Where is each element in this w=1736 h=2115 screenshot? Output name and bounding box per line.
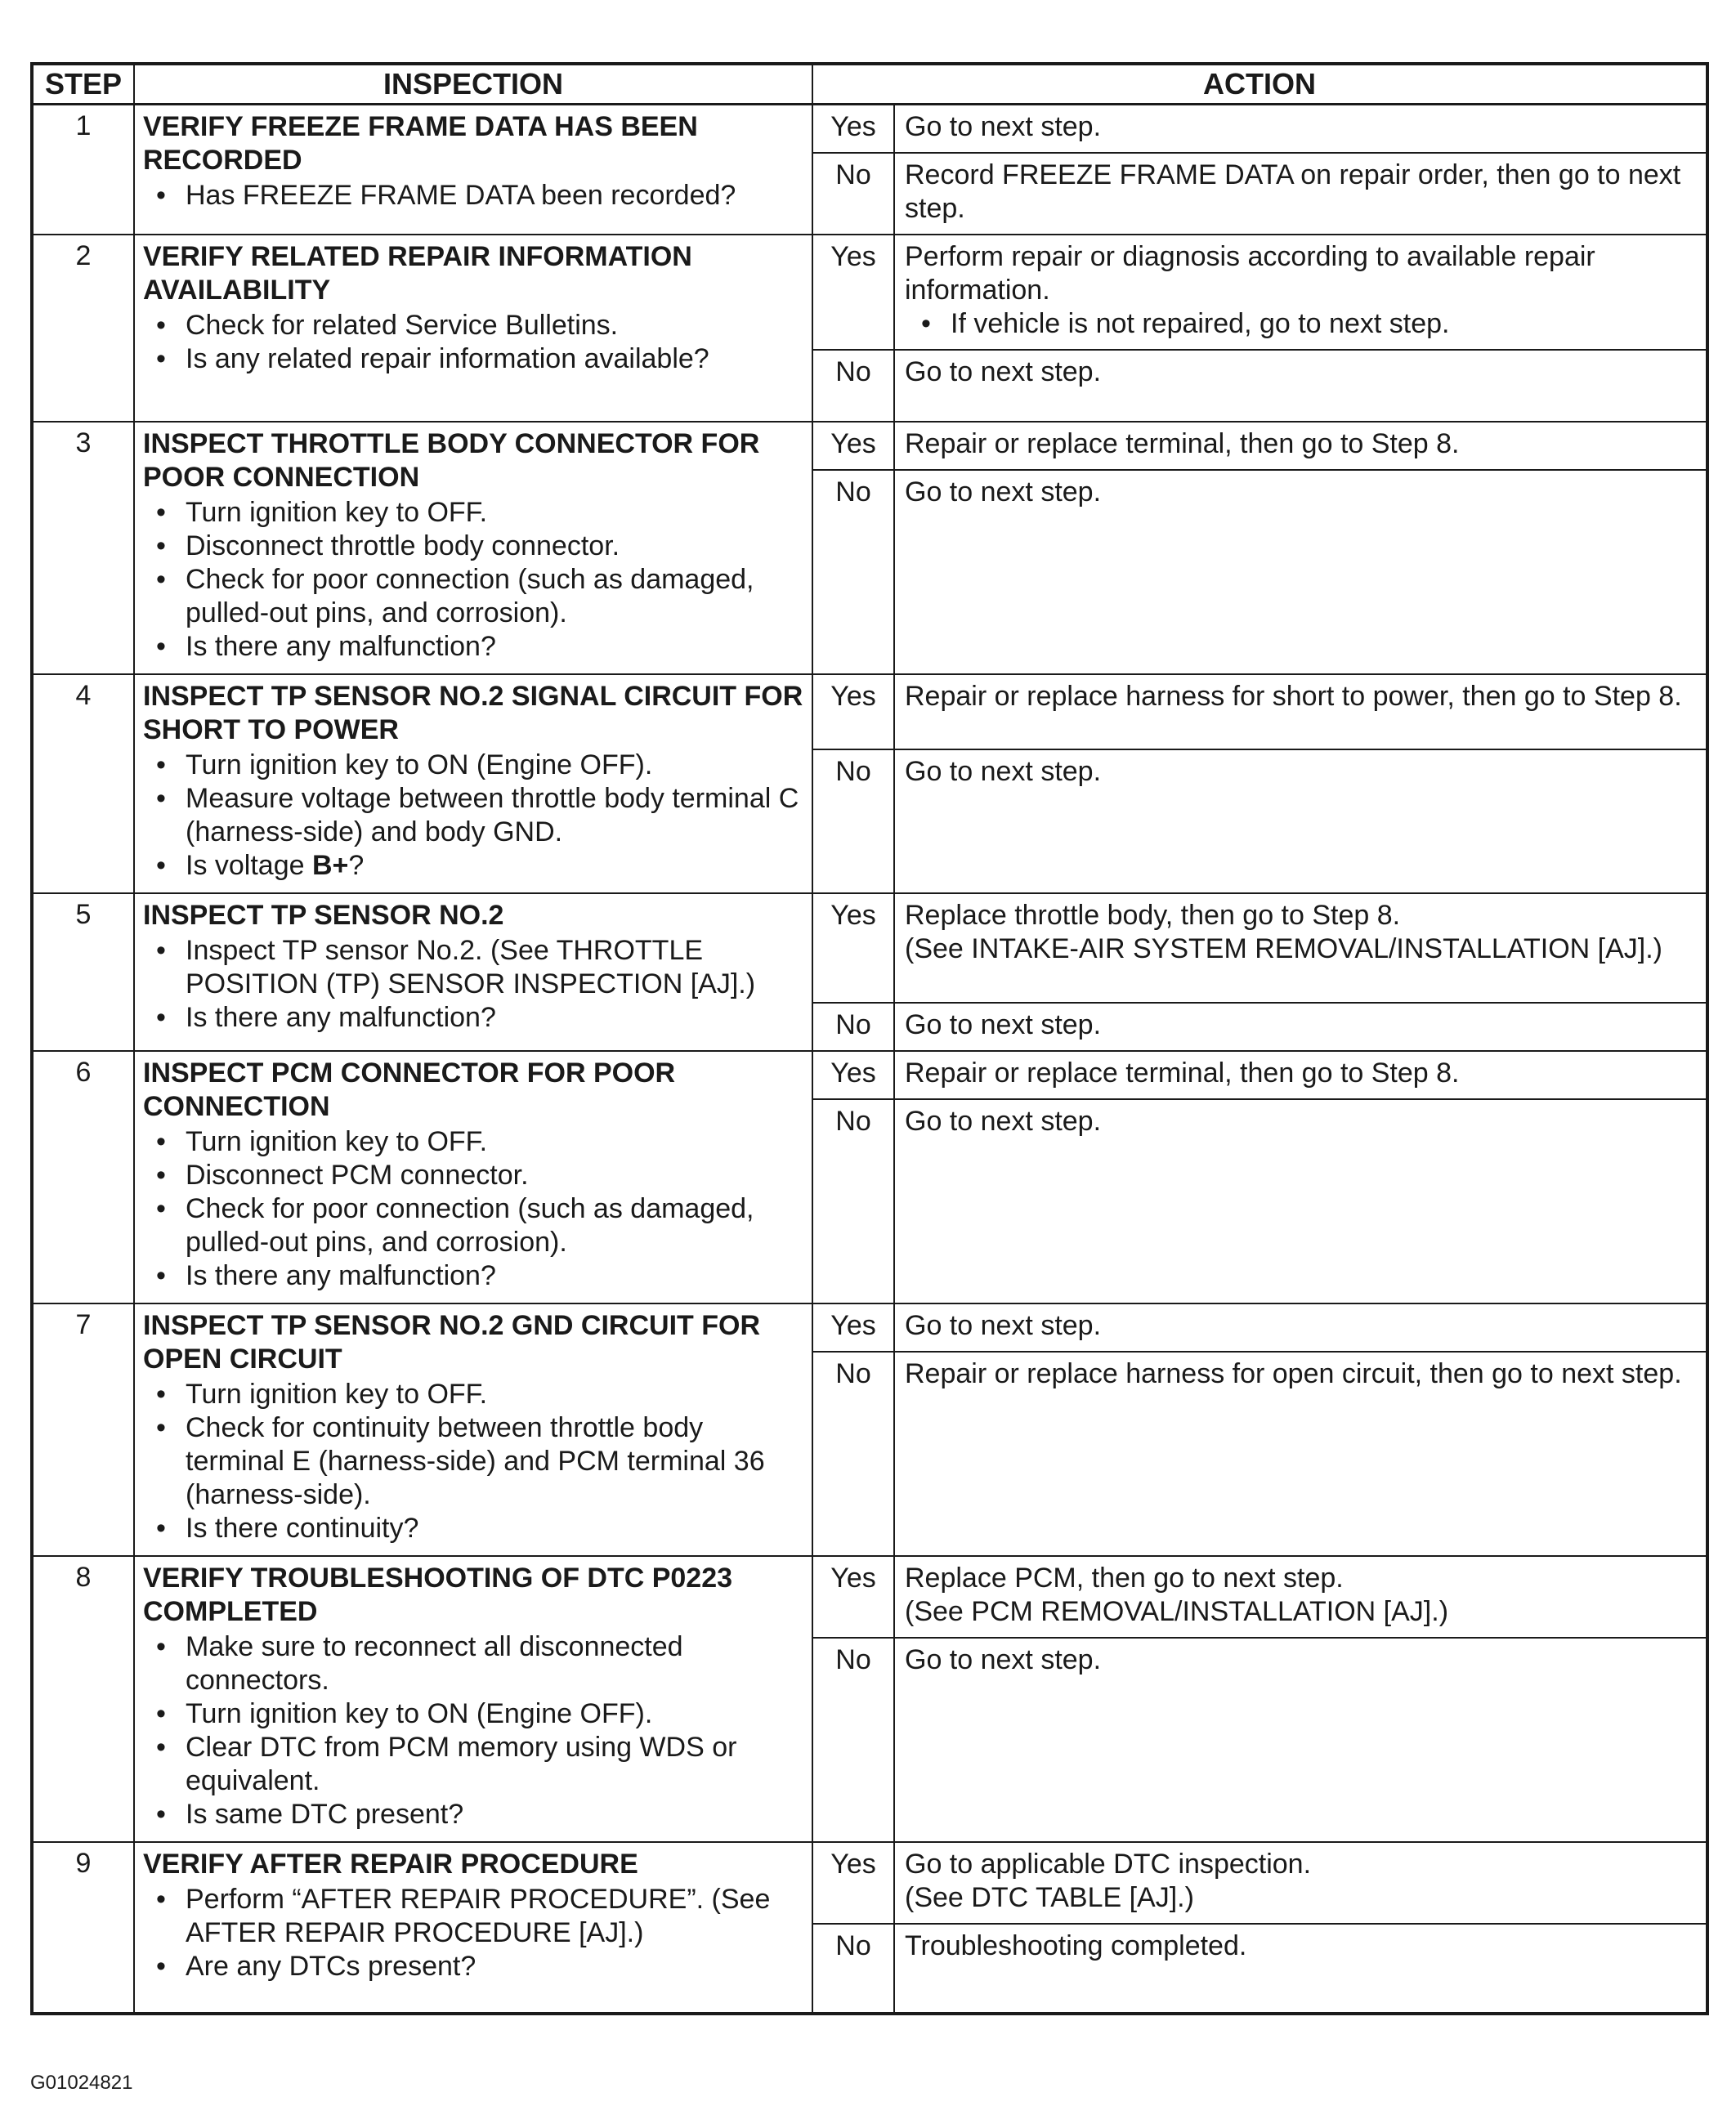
yes-action: Repair or replace terminal, then go to Step 8.: [894, 1051, 1707, 1099]
table-row: [32, 235, 1707, 350]
list-item: • Check for poor connection (such as damaged, pulled-out pins, and corrosion).: [156, 564, 754, 628]
header-action: ACTION: [812, 64, 1707, 105]
bullet-icon: •: [156, 935, 166, 966]
list-item: • Check for related Service Bulletins.: [156, 310, 619, 341]
bullet-icon: •: [156, 631, 166, 662]
list-item: • Is there any malfunction?: [156, 631, 496, 662]
list-item: • Measure voltage between throttle body terminal C (harness-side) and body GND.: [156, 783, 799, 847]
no-label: No: [812, 350, 894, 422]
step-number: 1: [32, 105, 134, 235]
inspection-cell: [134, 235, 812, 422]
yes-action-reference: (See DTC TABLE [AJ].): [905, 1882, 1194, 1913]
bullet-icon: •: [156, 497, 166, 528]
bullet-icon: •: [156, 180, 166, 211]
no-action: Record FREEZE FRAME DATA on repair order, then go to next step.: [894, 153, 1707, 235]
bullet-icon: •: [156, 1732, 166, 1763]
bullet-icon: •: [156, 1884, 166, 1915]
no-action: Repair or replace harness for open circuit, then go to next step.: [894, 1352, 1707, 1556]
inspection-title: INSPECT TP SENSOR NO.2 SIGNAL CIRCUIT FOR SHORT TO POWER: [143, 681, 803, 745]
no-action: Go to next step.: [894, 749, 1707, 893]
table-row: [32, 1051, 1707, 1099]
no-label: No: [812, 153, 894, 235]
bullet-icon: •: [156, 1631, 166, 1662]
yes-action: Go to next step.: [894, 105, 1707, 154]
yes-action: Go to applicable DTC inspection.: [905, 1849, 1312, 1880]
yes-label: Yes: [812, 105, 894, 154]
yes-action: Go to next step.: [894, 1303, 1707, 1352]
bullet-icon: •: [156, 1412, 166, 1443]
inspection-bullets: [143, 934, 803, 1035]
no-label: No: [812, 1638, 894, 1842]
yes-action: Replace throttle body, then go to Step 8.: [905, 900, 1401, 931]
bullet-icon: •: [921, 308, 931, 339]
inspection-cell: [134, 1842, 812, 2014]
yes-label: Yes: [812, 422, 894, 470]
yes-action: Repair or replace harness for short to power, then go to Step 8.: [894, 674, 1707, 749]
step-number: 8: [32, 1556, 134, 1842]
yes-action-reference: (See PCM REMOVAL/INSTALLATION [AJ].): [905, 1596, 1449, 1627]
list-item: • Is voltage B+?: [156, 850, 365, 881]
list-item: • Disconnect throttle body connector.: [156, 530, 620, 561]
header-step: STEP: [32, 64, 134, 105]
table-row: [32, 1556, 1707, 1638]
action-bullets: [905, 307, 1698, 341]
yes-action-cell: [894, 1842, 1707, 1924]
step-number: 9: [32, 1842, 134, 2014]
list-item: • Is there any malfunction?: [156, 1002, 496, 1033]
bullet-icon: •: [156, 1193, 166, 1224]
inspection-bullets: [143, 1630, 803, 1831]
step-number: 4: [32, 674, 134, 893]
list-item: • Is any related repair information available?: [156, 343, 709, 374]
bullet-icon: •: [156, 783, 166, 814]
bullet-icon: •: [156, 343, 166, 374]
voltage-value: B+: [311, 850, 349, 881]
list-item: • Check for continuity between throttle body terminal E (harness-side) and PCM terminal 36 (harness-side).: [156, 1412, 765, 1510]
inspection-title: INSPECT TP SENSOR NO.2: [143, 900, 504, 931]
list-item: • Make sure to reconnect all disconnected connectors.: [156, 1631, 683, 1696]
inspection-cell: [134, 105, 812, 235]
step-number: 3: [32, 422, 134, 674]
yes-label: Yes: [812, 1051, 894, 1099]
header-inspection: INSPECTION: [134, 64, 812, 105]
diagnostic-table-container: [30, 62, 1706, 2015]
inspection-bullets: [143, 1125, 803, 1293]
list-item: • Is there any malfunction?: [156, 1260, 496, 1291]
table-row: [32, 105, 1707, 154]
inspection-title: VERIFY TROUBLESHOOTING OF DTC P0223 COMPLETED: [143, 1563, 733, 1627]
yes-action: Perform repair or diagnosis according to available repair information.: [905, 241, 1595, 306]
no-action: Go to next step.: [894, 350, 1707, 422]
no-action: Go to next step.: [894, 470, 1707, 674]
no-label: No: [812, 1352, 894, 1556]
yes-label: Yes: [812, 893, 894, 1003]
bullet-icon: •: [156, 1160, 166, 1191]
bullet-icon: •: [156, 530, 166, 561]
inspection-cell: [134, 674, 812, 893]
list-item: • Turn ignition key to OFF.: [156, 1379, 488, 1410]
yes-action-cell: [894, 893, 1707, 1003]
list-item: • Turn ignition key to ON (Engine OFF).: [156, 749, 653, 780]
no-label: No: [812, 470, 894, 674]
figure-code: G01024821: [30, 2072, 133, 2094]
table-row: [32, 893, 1707, 1003]
yes-action: Replace PCM, then go to next step.: [905, 1563, 1344, 1594]
yes-label: Yes: [812, 235, 894, 350]
list-item: • Perform “AFTER REPAIR PROCEDURE”. (See AFTER REPAIR PROCEDURE [AJ].): [156, 1884, 771, 1948]
step-number: 5: [32, 893, 134, 1051]
step-number: 2: [32, 235, 134, 422]
inspection-cell: [134, 1556, 812, 1842]
list-item: • Turn ignition key to OFF.: [156, 1126, 488, 1157]
list-item: • Is same DTC present?: [156, 1799, 464, 1830]
table-row: [32, 1303, 1707, 1352]
yes-action-reference: (See INTAKE-AIR SYSTEM REMOVAL/INSTALLATION [AJ].): [905, 933, 1662, 964]
diagnostic-procedure-table: [30, 62, 1709, 2015]
list-item: • Are any DTCs present?: [156, 1951, 477, 1982]
inspection-bullets: [143, 1883, 803, 1983]
yes-label: Yes: [812, 1303, 894, 1352]
inspection-bullets: [143, 749, 803, 883]
inspection-cell: [134, 1051, 812, 1303]
inspection-title: INSPECT THROTTLE BODY CONNECTOR FOR POOR CONNECTION: [143, 428, 760, 493]
inspection-cell: [134, 1303, 812, 1556]
yes-action: Repair or replace terminal, then go to Step 8.: [894, 422, 1707, 470]
inspection-title: VERIFY RELATED REPAIR INFORMATION AVAILABILITY: [143, 241, 692, 306]
no-label: No: [812, 1924, 894, 2014]
no-label: No: [812, 1099, 894, 1303]
bullet-icon: •: [156, 1260, 166, 1291]
list-item: • Turn ignition key to ON (Engine OFF).: [156, 1698, 653, 1729]
list-item: • Clear DTC from PCM memory using WDS or equivalent.: [156, 1732, 737, 1796]
inspection-title: VERIFY FREEZE FRAME DATA HAS BEEN RECORDED: [143, 111, 698, 176]
inspection-cell: [134, 893, 812, 1051]
inspection-title: VERIFY AFTER REPAIR PROCEDURE: [143, 1849, 638, 1880]
list-item: • Check for poor connection (such as damaged, pulled-out pins, and corrosion).: [156, 1193, 754, 1258]
no-action: Troubleshooting completed.: [894, 1924, 1707, 2014]
list-item: • Disconnect PCM connector.: [156, 1160, 529, 1191]
list-item: • Is there continuity?: [156, 1513, 419, 1544]
yes-action-cell: [894, 235, 1707, 350]
bullet-icon: •: [156, 1513, 166, 1544]
bullet-icon: •: [156, 564, 166, 595]
table-row: [32, 1842, 1707, 1924]
yes-label: Yes: [812, 674, 894, 749]
step-number: 7: [32, 1303, 134, 1556]
bullet-icon: •: [156, 1951, 166, 1982]
bullet-icon: •: [156, 1698, 166, 1729]
table-header-row: [32, 64, 1707, 105]
step-number: 6: [32, 1051, 134, 1303]
no-action: Go to next step.: [894, 1003, 1707, 1051]
list-item: • Has FREEZE FRAME DATA been recorded?: [156, 180, 736, 211]
no-action: Go to next step.: [894, 1638, 1707, 1842]
yes-label: Yes: [812, 1556, 894, 1638]
inspection-bullets: [143, 309, 803, 376]
bullet-icon: •: [156, 749, 166, 780]
no-label: No: [812, 749, 894, 893]
no-label: No: [812, 1003, 894, 1051]
inspection-bullets: [143, 1378, 803, 1545]
table-row: [32, 422, 1707, 470]
bullet-icon: •: [156, 310, 166, 341]
inspection-bullets: [143, 179, 803, 212]
table-row: [32, 674, 1707, 749]
inspection-bullets: [143, 496, 803, 664]
bullet-icon: •: [156, 850, 166, 881]
bullet-icon: •: [156, 1799, 166, 1830]
inspection-title: INSPECT TP SENSOR NO.2 GND CIRCUIT FOR OPEN CIRCUIT: [143, 1310, 761, 1375]
list-item: • Turn ignition key to OFF.: [156, 497, 488, 528]
bullet-icon: •: [156, 1002, 166, 1033]
list-item: • If vehicle is not repaired, go to next step.: [921, 308, 1450, 339]
list-item: • Inspect TP sensor No.2. (See THROTTLE POSITION (TP) SENSOR INSPECTION [AJ].): [156, 935, 756, 999]
bullet-icon: •: [156, 1379, 166, 1410]
inspection-cell: [134, 422, 812, 674]
bullet-icon: •: [156, 1126, 166, 1157]
no-action: Go to next step.: [894, 1099, 1707, 1303]
inspection-title: INSPECT PCM CONNECTOR FOR POOR CONNECTION: [143, 1058, 676, 1122]
yes-label: Yes: [812, 1842, 894, 1924]
yes-action-cell: [894, 1556, 1707, 1638]
